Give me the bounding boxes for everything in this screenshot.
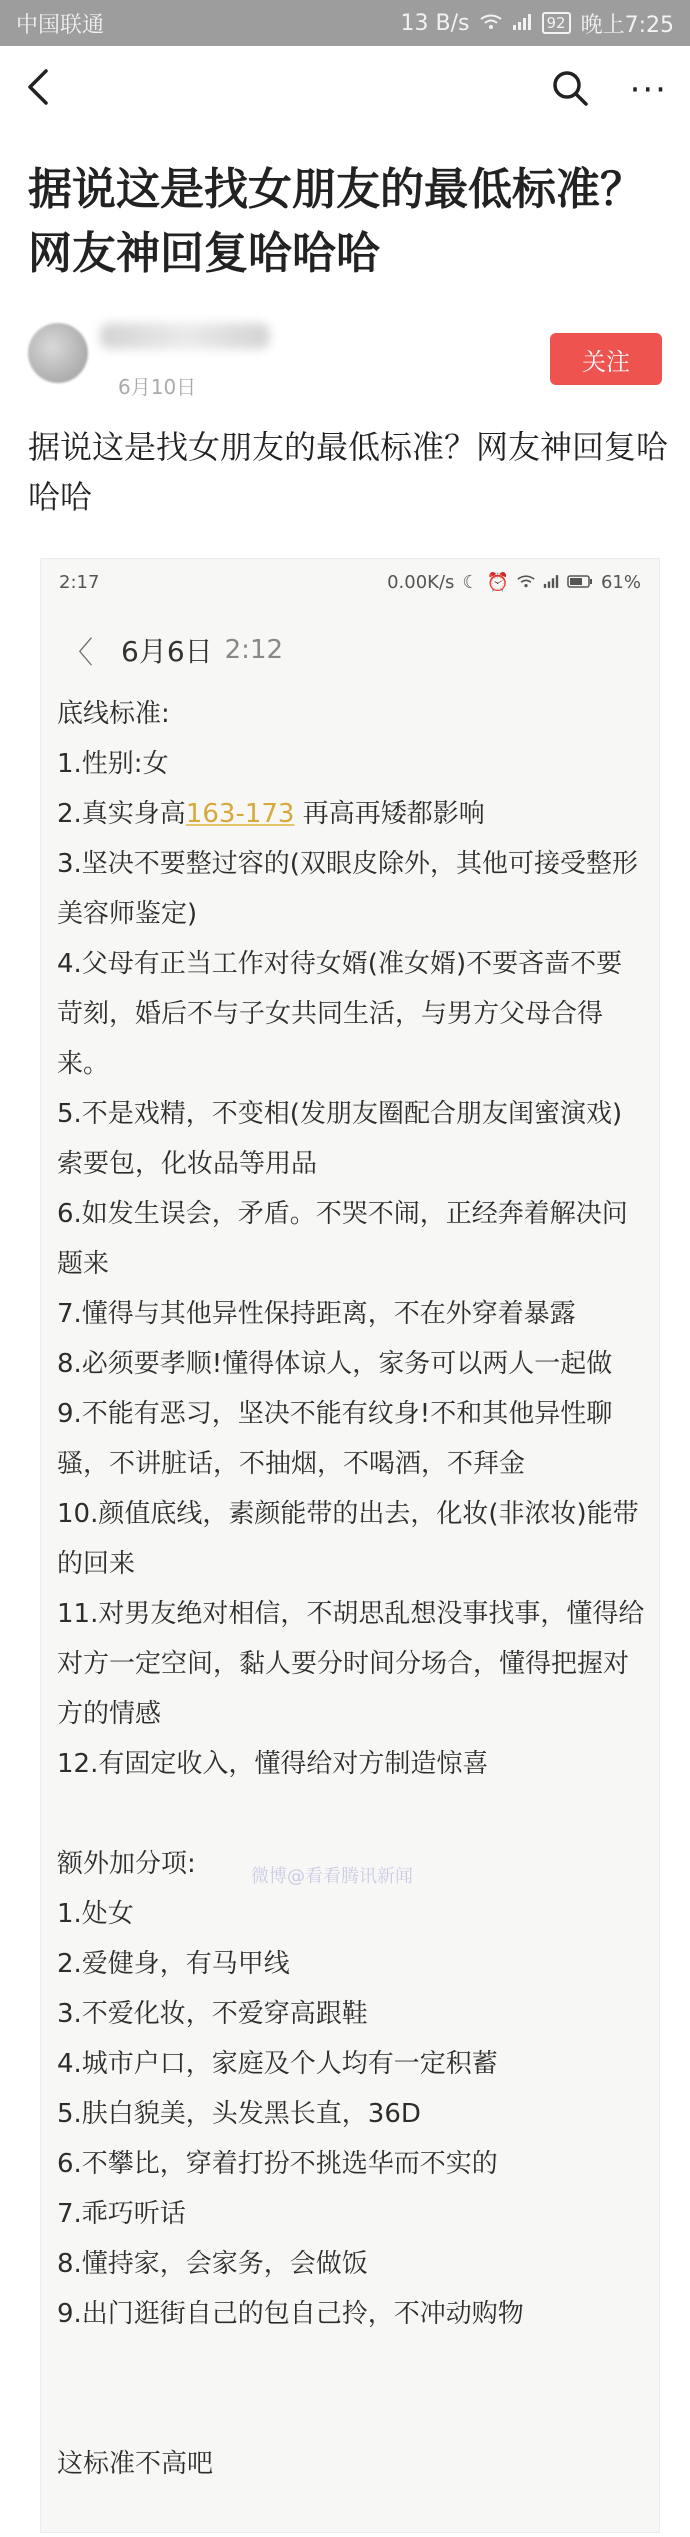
note-line: 1.性别:女 <box>57 749 169 779</box>
network-speed: 13 B/s <box>400 10 470 36</box>
chevron-left-icon[interactable]: 〈 <box>63 636 93 671</box>
note-line: 11.对男友绝对相信，不胡思乱想没事找事，懂得给对方一定空间，黏人要分时间分场合，懂得把握对方的情感 <box>57 1599 645 1729</box>
note-time: 2:12 <box>224 635 284 665</box>
note-line: 这标准不高吧 <box>57 2449 214 2479</box>
article-title: 据说这是找女朋友的最低标准？网友神回复哈哈哈 <box>28 164 644 279</box>
avatar[interactable] <box>28 323 88 383</box>
embedded-screenshot[interactable] <box>40 558 660 2533</box>
note-line: 12.有固定收入，懂得给对方制造惊喜 <box>57 1749 489 1779</box>
note-line: 10.颜值底线，素颜能带的出去，化妆(非浓妆)能带的回来 <box>57 1499 639 1579</box>
author-name-blurred[interactable] <box>100 323 270 349</box>
screenshot-network-speed: 0.00K/s <box>387 571 455 593</box>
note-date: 6月6日 <box>121 635 213 668</box>
author-row <box>0 305 690 415</box>
note-line: 7.懂得与其他异性保持距离，不在外穿着暴露 <box>57 1299 576 1329</box>
note-line-prefix: 2.真实身高 <box>57 799 186 829</box>
chevron-left-icon[interactable] <box>22 67 70 114</box>
signal-icon <box>543 572 559 593</box>
note-line: 6.如发生误会，矛盾。不哭不闹，正经奔着解决问题来 <box>57 1199 628 1279</box>
search-icon[interactable] <box>550 68 590 112</box>
note-line: 8.必须要孝顺!懂得体谅人，家务可以两人一起做 <box>57 1349 613 1379</box>
signal-icon <box>512 11 532 35</box>
note-body <box>57 689 647 2489</box>
note-line: 9.不能有恶习，坚决不能有纹身!不和其他异性聊骚，不讲脏话，不抽烟，不喝酒，不拜金 <box>57 1399 613 1479</box>
screenshot-status-right <box>387 572 641 593</box>
follow-button[interactable]: 关注 <box>550 333 662 385</box>
battery-icon <box>567 572 593 593</box>
note-line: 2.爱健身，有马甲线 <box>57 1949 290 1979</box>
note-line: 3.不爱化妆，不爱穿高跟鞋 <box>57 1999 368 2029</box>
note-line: 1.处女 <box>57 1899 134 1929</box>
screenshot-battery: 61% <box>600 571 641 593</box>
note-line: 4.城市户口，家庭及个人均有一定积蓄 <box>57 2049 498 2079</box>
height-range-link[interactable]: 163-173 <box>185 799 295 829</box>
note-line <box>57 2389 647 2439</box>
note-line: 5.肤白貌美，头发黑长直，36D <box>57 2099 421 2129</box>
note-line: 9.出门逛街自己的包自己拎，不冲动购物 <box>57 2299 524 2329</box>
article-lead: 据说这是找女朋友的最低标准？网友神回复哈哈哈 <box>28 428 669 516</box>
screenshot-clock: 2:17 <box>59 571 100 593</box>
note-line: 3.坚决不要整过容的(双眼皮除外，其他可接受整形美容师鉴定) <box>57 849 638 929</box>
alarm-icon: ⏰ <box>486 571 509 593</box>
moon-icon: ☾ <box>462 571 479 593</box>
note-line: 8.懂持家，会家务，会做饭 <box>57 2249 368 2279</box>
wifi-icon <box>480 11 502 35</box>
note-line: 额外加分项: <box>57 1849 196 1879</box>
watermark: 微博@看看腾讯新闻 <box>251 1866 413 1887</box>
note-line: 7.乖巧听话 <box>57 2199 186 2229</box>
note-line: 5.不是戏精，不变相(发朋友圈配合朋友闺蜜演戏)索要包，化妆品等用品 <box>57 1099 623 1179</box>
more-dots-icon[interactable]: ··· <box>629 70 668 110</box>
nav-bar <box>0 46 690 134</box>
screenshot-status-bar <box>41 559 659 605</box>
post-date: 6月10日 <box>118 375 197 399</box>
note-line-suffix: 再高再矮都影响 <box>294 799 485 829</box>
status-right <box>401 8 674 39</box>
note-line: 底线标准: <box>57 699 170 729</box>
note-line <box>57 2339 647 2389</box>
note-line: 6.不攀比，穿着打扮不挑选华而不实的 <box>57 2149 498 2179</box>
note-line: 4.父母有正当工作对待女婿(准女婿)不要吝啬不要苛刻，婚后不与子女共同生活，与男方父母合得来。 <box>57 949 623 1079</box>
nav-actions <box>550 68 668 112</box>
clock: 晚上7:25 <box>580 12 674 38</box>
carrier-label: 中国联通 <box>16 12 105 38</box>
wifi-icon <box>517 572 535 593</box>
note-line <box>57 789 647 839</box>
note-line <box>57 1789 647 1839</box>
status-bar <box>0 0 690 46</box>
battery-level: 92 <box>542 12 571 34</box>
note-header <box>41 625 659 675</box>
